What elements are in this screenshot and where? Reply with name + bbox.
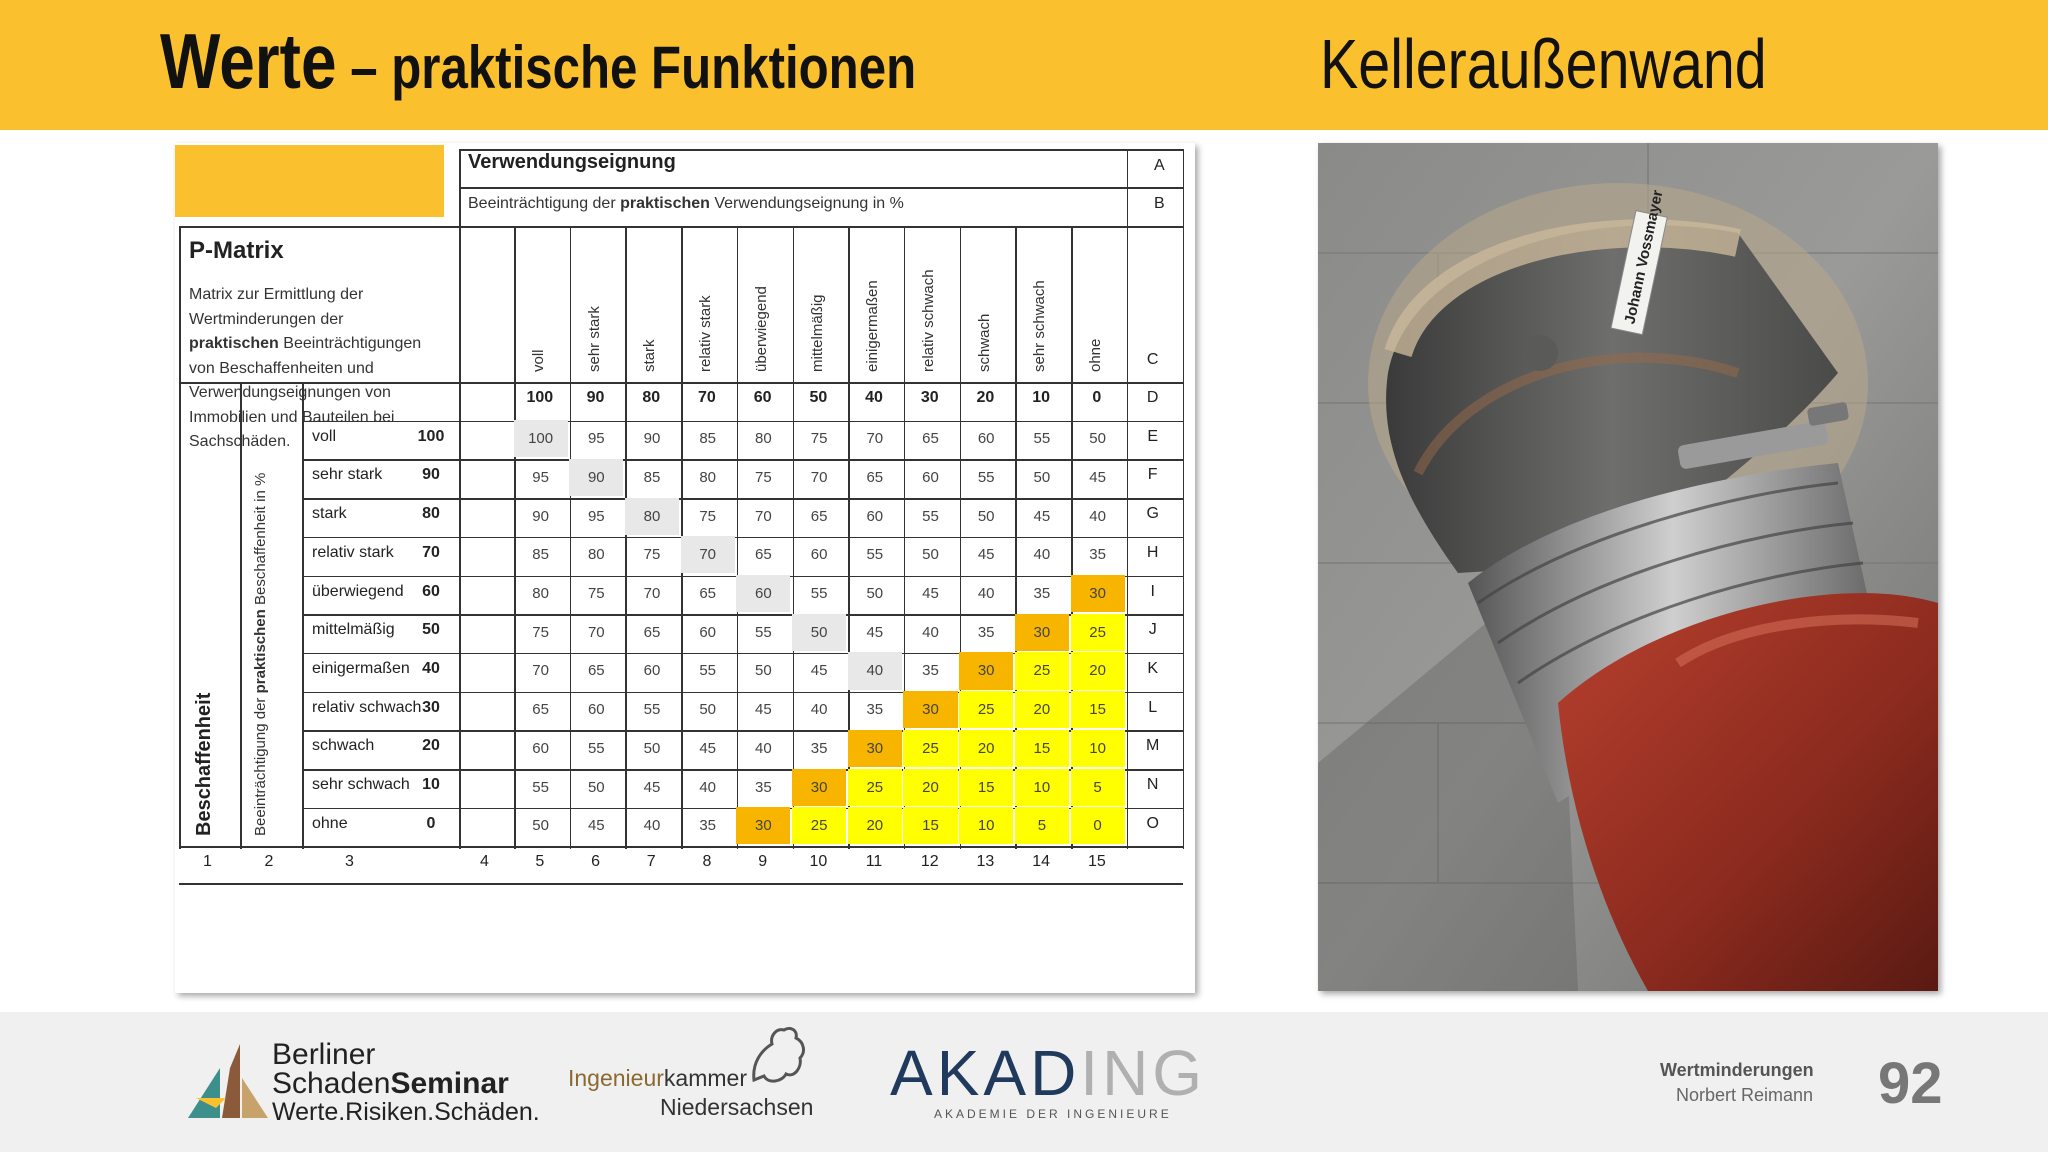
matrix-cell: 75 bbox=[699, 507, 717, 525]
p-matrix-table bbox=[175, 143, 1195, 993]
matrix-cell: 45 bbox=[587, 817, 605, 835]
row-letter: D bbox=[1146, 389, 1159, 406]
slide-title bbox=[160, 16, 916, 107]
row-value: 90 bbox=[422, 466, 440, 484]
grid-line bbox=[179, 226, 181, 849]
matrix-cell: 65 bbox=[699, 585, 717, 602]
column-number: 1 bbox=[203, 853, 212, 871]
row-letter-a: A bbox=[1154, 157, 1165, 174]
row-value: 80 bbox=[422, 505, 440, 523]
matrix-cell: 70 bbox=[755, 507, 772, 525]
column-header-label: überwiegend bbox=[752, 286, 770, 372]
grid-line bbox=[179, 883, 1183, 885]
matrix-cell: 50 bbox=[1089, 430, 1106, 448]
matrix-cell: 20 bbox=[959, 730, 1013, 767]
matrix-cell: 35 bbox=[699, 817, 717, 835]
matrix-cell: 35 bbox=[866, 701, 884, 719]
row-value: 40 bbox=[422, 659, 440, 677]
row-label: mittelmäßig bbox=[312, 621, 395, 639]
column-header-label: sehr schwach bbox=[1031, 280, 1049, 372]
column-number: 11 bbox=[865, 853, 883, 871]
row-letter: I bbox=[1150, 582, 1155, 600]
matrix-cell: 0 bbox=[1071, 807, 1125, 844]
matrix-cell: 10 bbox=[1071, 730, 1125, 767]
matrix-cell: 45 bbox=[922, 585, 939, 602]
matrix-cell: 55 bbox=[810, 585, 828, 602]
matrix-cell: 45 bbox=[866, 623, 884, 641]
matrix-cell: 30 bbox=[848, 730, 902, 767]
row-value: 0 bbox=[426, 814, 436, 832]
matrix-cell: 25 bbox=[1071, 614, 1125, 651]
matrix-cell: 80 bbox=[699, 468, 717, 486]
matrix-cell: 90 bbox=[532, 507, 549, 525]
matrix-cell: 95 bbox=[587, 507, 605, 525]
horse-logo-icon bbox=[742, 1022, 812, 1088]
matrix-cell: 60 bbox=[922, 468, 939, 486]
berliner-schaden-seminar-logo bbox=[272, 1040, 540, 1127]
row-label: sehr stark bbox=[312, 466, 383, 484]
pmatrix-title: P-Matrix bbox=[189, 237, 284, 264]
column-header-label: voll bbox=[530, 349, 547, 372]
matrix-cell: 55 bbox=[532, 778, 549, 796]
column-value: 90 bbox=[586, 389, 605, 406]
grid-line bbox=[459, 187, 1183, 189]
matrix-cell: 50 bbox=[532, 817, 549, 835]
matrix-cell: 80 bbox=[755, 430, 772, 448]
matrix-cell: 60 bbox=[866, 507, 884, 525]
slide-subtitle: Kelleraußenwand bbox=[1320, 25, 1767, 103]
column-value: 20 bbox=[976, 389, 995, 406]
matrix-cell: 50 bbox=[866, 585, 884, 602]
row-label: überwiegend bbox=[312, 582, 404, 600]
column-value: 80 bbox=[642, 389, 661, 406]
column-number: 3 bbox=[345, 853, 354, 871]
matrix-cell: 85 bbox=[699, 430, 717, 448]
row-value: 20 bbox=[422, 737, 440, 755]
column-number: 9 bbox=[758, 853, 768, 871]
row-letter-b: B bbox=[1154, 195, 1165, 212]
matrix-cell: 35 bbox=[755, 778, 772, 796]
column-value: 30 bbox=[920, 389, 939, 406]
matrix-cell: 55 bbox=[977, 468, 995, 486]
matrix-cell: 95 bbox=[532, 468, 549, 486]
matrix-cell: 80 bbox=[532, 585, 549, 602]
column-value: 70 bbox=[698, 389, 716, 406]
matrix-cell: 40 bbox=[699, 778, 717, 796]
matrix-cell: 25 bbox=[903, 730, 957, 767]
matrix-cell: 75 bbox=[755, 468, 772, 486]
matrix-cell: 65 bbox=[587, 662, 605, 680]
desc-part-1: Matrix zur Ermittlung der Wertminderungen der bbox=[189, 286, 364, 328]
ing-part-b: kammer bbox=[663, 1065, 747, 1091]
column-value: 60 bbox=[753, 389, 772, 406]
matrix-cell: 55 bbox=[755, 623, 772, 641]
matrix-cell: 55 bbox=[643, 701, 661, 719]
column-header-label: sehr stark bbox=[585, 306, 603, 372]
matrix-cell: 70 bbox=[587, 623, 605, 641]
matrix-cell: 45 bbox=[810, 662, 828, 680]
footer-topic: Wertminderungen bbox=[1660, 1060, 1814, 1080]
matrix-cell: 30 bbox=[736, 807, 790, 844]
row-value: 100 bbox=[417, 427, 445, 445]
column-header-label: ohne bbox=[1087, 338, 1104, 372]
ingenieurkammer-logo bbox=[568, 1065, 747, 1092]
row-letter: O bbox=[1146, 814, 1159, 832]
matrix-cell: 50 bbox=[922, 546, 939, 564]
matrix-cell: 40 bbox=[922, 623, 939, 641]
column-value: 40 bbox=[865, 389, 883, 406]
title-rest: – praktische Funktionen bbox=[336, 34, 917, 101]
matrix-cell: 15 bbox=[1071, 691, 1125, 728]
matrix-cell: 60 bbox=[587, 701, 605, 719]
matrix-cell: 60 bbox=[736, 575, 790, 612]
matrix-cell: 50 bbox=[977, 507, 995, 525]
row-letter: F bbox=[1147, 466, 1158, 484]
matrix-cell: 10 bbox=[1015, 769, 1069, 806]
side-sub-post: Beschaffenheit in % bbox=[252, 473, 269, 610]
column-header-label: relativ schwach bbox=[919, 269, 937, 372]
matrix-cell: 40 bbox=[1089, 507, 1106, 525]
matrix-cell: 45 bbox=[699, 739, 717, 757]
column-header-label: schwach bbox=[975, 313, 993, 372]
column-value: 100 bbox=[526, 389, 554, 406]
matrix-cell: 45 bbox=[1089, 468, 1106, 486]
desc-bold: praktischen bbox=[189, 335, 279, 352]
row-value: 10 bbox=[422, 776, 440, 793]
cellar-wall-photo bbox=[1318, 143, 1938, 991]
matrix-cell: 60 bbox=[699, 623, 717, 641]
matrix-cell: 5 bbox=[1015, 807, 1069, 844]
matrix-cell: 70 bbox=[681, 536, 735, 573]
row-label: sehr schwach bbox=[312, 776, 410, 793]
matrix-cell: 50 bbox=[587, 778, 605, 796]
column-header-label: stark bbox=[641, 339, 659, 372]
row-letter: C bbox=[1146, 351, 1159, 368]
column-number: 15 bbox=[1087, 853, 1106, 871]
row-value: 60 bbox=[422, 582, 440, 600]
matrix-cell: 45 bbox=[1033, 507, 1051, 525]
row-letter: E bbox=[1147, 427, 1159, 445]
matrix-cell: 20 bbox=[848, 807, 902, 844]
page-number: 92 bbox=[1878, 1051, 1943, 1116]
footer-author: Norbert Reimann bbox=[1676, 1085, 1814, 1105]
matrix-cell: 35 bbox=[810, 739, 828, 757]
matrix-cell: 45 bbox=[977, 546, 995, 564]
matrix-cell: 40 bbox=[977, 585, 995, 602]
ing-part: ING bbox=[1080, 1037, 1207, 1109]
row-letter: N bbox=[1146, 776, 1159, 793]
row-letter: H bbox=[1146, 543, 1159, 561]
matrix-cell: 25 bbox=[848, 769, 902, 806]
matrix-cell: 35 bbox=[977, 623, 995, 641]
row-value: 70 bbox=[422, 543, 440, 561]
matrix-cell: 65 bbox=[532, 701, 549, 719]
matrix-cell: 65 bbox=[755, 546, 772, 564]
matrix-cell: 75 bbox=[587, 585, 605, 602]
column-number: 6 bbox=[591, 853, 600, 871]
row-letter: M bbox=[1146, 737, 1160, 755]
subheading-pre: Beeinträchtigung der bbox=[468, 195, 621, 212]
matrix-cell: 30 bbox=[1015, 614, 1069, 651]
grid-line bbox=[1183, 149, 1185, 849]
row-label: ohne bbox=[312, 814, 348, 832]
matrix-cell: 75 bbox=[532, 623, 549, 641]
column-number: 8 bbox=[702, 853, 712, 871]
title-main: Werte bbox=[160, 17, 337, 105]
matrix-cell: 70 bbox=[810, 468, 828, 486]
matrix-cell: 60 bbox=[977, 430, 995, 448]
matrix-cell: 15 bbox=[903, 807, 957, 844]
matrix-cell: 50 bbox=[643, 739, 661, 757]
column-number: 4 bbox=[480, 853, 489, 871]
matrix-cell: 40 bbox=[643, 817, 661, 835]
matrix-cell: 65 bbox=[922, 430, 939, 448]
matrix-cell: 40 bbox=[1033, 546, 1051, 564]
matrix-cell: 15 bbox=[1015, 730, 1069, 767]
row-label: einigermaßen bbox=[312, 659, 410, 677]
matrix-cell: 65 bbox=[810, 507, 828, 525]
grid-line bbox=[179, 846, 1183, 848]
row-value: 30 bbox=[422, 698, 440, 716]
matrix-cell: 35 bbox=[922, 662, 939, 680]
matrix-cell: 25 bbox=[792, 807, 846, 844]
matrix-cell: 25 bbox=[959, 691, 1013, 728]
matrix-cell: 90 bbox=[569, 459, 623, 496]
matrix-cell: 40 bbox=[848, 652, 902, 689]
berliner-line-1: Berliner bbox=[272, 1038, 376, 1071]
subheading-bold: praktischen bbox=[620, 195, 710, 212]
matrix-cell: 35 bbox=[1033, 585, 1051, 602]
column-number: 7 bbox=[646, 853, 656, 871]
row-label: relativ schwach bbox=[312, 698, 422, 716]
matrix-cell: 65 bbox=[643, 623, 661, 641]
subheading-post: Verwendungseignung in % bbox=[709, 195, 904, 212]
matrix-cell: 70 bbox=[866, 430, 884, 448]
column-value: 50 bbox=[809, 389, 828, 406]
matrix-cell: 15 bbox=[959, 769, 1013, 806]
matrix-cell: 40 bbox=[810, 701, 828, 719]
column-number: 12 bbox=[920, 853, 939, 871]
row-label: schwach bbox=[312, 737, 375, 755]
matrix-cell: 50 bbox=[699, 701, 717, 719]
matrix-cell: 55 bbox=[587, 739, 605, 757]
matrix-cell: 50 bbox=[1033, 468, 1051, 486]
side-sub-bold: praktischen bbox=[252, 609, 269, 694]
matrix-cell: 85 bbox=[532, 546, 549, 564]
matrix-cell: 35 bbox=[1089, 546, 1106, 564]
row-label: stark bbox=[312, 505, 347, 523]
matrix-cell: 45 bbox=[643, 778, 661, 796]
row-value: 50 bbox=[422, 621, 440, 639]
column-header-label: relativ stark bbox=[697, 295, 715, 372]
matrix-cell: 70 bbox=[643, 585, 661, 602]
matrix-cell: 70 bbox=[532, 662, 549, 680]
matrix-cell: 20 bbox=[1015, 691, 1069, 728]
row-letter: G bbox=[1146, 505, 1159, 523]
ing-part-a: Ingenieur bbox=[568, 1065, 664, 1091]
pipe-photo-illustration bbox=[1318, 143, 1938, 991]
matrix-cell: 60 bbox=[810, 546, 828, 564]
column-header-label: mittelmäßig bbox=[808, 294, 826, 372]
niedersachsen-text: Niedersachsen bbox=[660, 1094, 814, 1120]
akading-logo bbox=[890, 1036, 1206, 1110]
matrix-cell: 20 bbox=[903, 769, 957, 806]
berliner-seminar: Seminar bbox=[390, 1067, 509, 1100]
column-header-label: einigermaßen bbox=[864, 280, 882, 372]
matrix-cell: 75 bbox=[810, 430, 828, 448]
matrix-cell: 80 bbox=[625, 498, 679, 535]
side-label-beschaffenheit: Beschaffenheit bbox=[193, 693, 215, 837]
matrix-cell: 30 bbox=[792, 769, 846, 806]
matrix-cell: 95 bbox=[587, 430, 605, 448]
berliner-line-3: Werte.Risiken.Schäden. bbox=[272, 1098, 540, 1126]
column-value: 0 bbox=[1092, 389, 1102, 406]
berliner-line-2 bbox=[272, 1069, 540, 1098]
pmatrix-description bbox=[189, 283, 429, 455]
row-letter: J bbox=[1148, 621, 1157, 639]
column-number: 13 bbox=[976, 853, 995, 871]
berliner-logo-icon bbox=[186, 1038, 270, 1120]
matrix-cell: 30 bbox=[1071, 575, 1125, 612]
row-letter: L bbox=[1148, 698, 1158, 716]
matrix-cell: 10 bbox=[959, 807, 1013, 844]
column-number: 14 bbox=[1032, 853, 1051, 871]
verwendungseignung-heading: Verwendungseignung bbox=[468, 151, 676, 173]
column-value: 10 bbox=[1032, 389, 1051, 406]
row-label: relativ stark bbox=[312, 543, 394, 561]
matrix-cell: 100 bbox=[514, 420, 568, 457]
matrix-cell: 60 bbox=[643, 662, 661, 680]
desc-part-2: Beeinträchtigungen von Beschaffenheiten und Verwendungseignungen von Immobilien und Bauteilen bei Sachschäden. bbox=[189, 335, 422, 450]
column-number: 5 bbox=[535, 853, 545, 871]
row-letter: K bbox=[1147, 659, 1159, 677]
akad-part: AKAD bbox=[890, 1037, 1081, 1109]
matrix-cell: 75 bbox=[643, 546, 661, 564]
row-label: voll bbox=[312, 427, 337, 445]
column-number: 10 bbox=[809, 853, 828, 871]
matrix-cell: 65 bbox=[866, 468, 884, 486]
pipe-label-text: Johann Vossmayer bbox=[1621, 188, 1667, 326]
matrix-cell: 40 bbox=[755, 739, 772, 757]
column-number: 2 bbox=[264, 853, 274, 871]
akading-subtitle: AKADEMIE DER INGENIEURE bbox=[934, 1107, 1172, 1121]
matrix-cell: 55 bbox=[922, 507, 939, 525]
matrix-cell: 60 bbox=[532, 739, 549, 757]
matrix-cell: 55 bbox=[1033, 430, 1051, 448]
matrix-cell: 55 bbox=[866, 546, 884, 564]
matrix-cell: 20 bbox=[1071, 652, 1125, 689]
berliner-schaden: Schaden bbox=[272, 1067, 391, 1100]
matrix-cell: 45 bbox=[755, 701, 772, 719]
matrix-cell: 5 bbox=[1071, 769, 1125, 806]
matrix-cell: 90 bbox=[643, 430, 661, 448]
side-sub-pre: Beeinträchtigung der bbox=[252, 693, 269, 837]
matrix-cell: 25 bbox=[1015, 652, 1069, 689]
verwendung-subheading bbox=[468, 195, 904, 213]
matrix-cell: 30 bbox=[959, 652, 1013, 689]
matrix-cell: 80 bbox=[587, 546, 605, 564]
matrix-cell: 85 bbox=[643, 468, 661, 486]
matrix-cell: 50 bbox=[792, 614, 846, 651]
matrix-cell: 55 bbox=[699, 662, 717, 680]
matrix-cell: 30 bbox=[903, 691, 957, 728]
side-label-praktischen bbox=[252, 473, 269, 836]
matrix-cell: 50 bbox=[755, 662, 772, 680]
